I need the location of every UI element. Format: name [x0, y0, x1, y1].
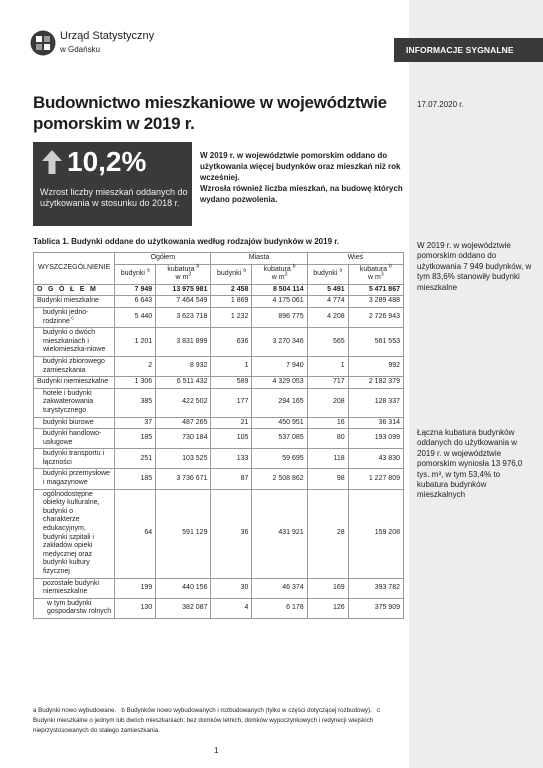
table-cell: 177	[211, 388, 252, 417]
table-cell: 4 175 061	[252, 296, 307, 308]
row-label: ogólnodostępne obiekty kulturalne, budynki o charakterze edukacyjnym, budynki szpitali i zakładów opieki medycznej oraz budynki kultury fizycznej	[34, 489, 115, 578]
table-cell: 385	[115, 388, 156, 417]
table-cell: 30	[211, 578, 252, 598]
sub-header-volume: kubatura $^b$ w $m^3$	[156, 264, 211, 284]
table-cell: 21	[211, 417, 252, 429]
table-cell: 13 975 981	[156, 284, 211, 296]
table-cell: 1 201	[115, 328, 156, 357]
table-cell: 64	[115, 489, 156, 578]
table-cell: 126	[307, 598, 348, 618]
table-cell: 2 726 943	[348, 307, 403, 327]
table-cell: 4 329 053	[252, 377, 307, 389]
footnotes	[33, 706, 403, 736]
table-cell: 193 099	[348, 429, 403, 449]
table-cell: 717	[307, 377, 348, 389]
table-cell: 422 502	[156, 388, 211, 417]
table-cell: 561 553	[348, 328, 403, 357]
table-cell: 36 314	[348, 417, 403, 429]
sub-header-volume: kubatura $^b$ w $m^3$	[252, 264, 307, 284]
row-label: pozostałe budynki niemieszkalne	[34, 578, 115, 598]
table-row	[34, 429, 404, 449]
table-cell: 591 129	[156, 489, 211, 578]
row-label: budynki handlowo-usługowe	[34, 429, 115, 449]
table-cell: 7 940	[252, 356, 307, 376]
kpi-value: 10,2%	[67, 146, 147, 177]
table-cell: 5 440	[115, 307, 156, 327]
table-cell: 4 208	[307, 307, 348, 327]
table-cell: 450 951	[252, 417, 307, 429]
group-header-cities: Miasta	[211, 253, 307, 265]
table-row	[34, 328, 404, 357]
footnote-a: a Budynki nowo wybudowane.	[33, 707, 117, 714]
page-number: 1	[214, 746, 219, 755]
row-label: budynki biurowe	[34, 417, 115, 429]
table-cell: 636	[211, 328, 252, 357]
footnote-c: c Budynki mieszkalne o jednym lub dwóch mieszkaniach; bez domków letnich, domków wypoczynkowych i redynecji wiejskich nieprzystosowanych do stałego zamieszkania.	[33, 707, 381, 734]
table-cell: 105	[211, 429, 252, 449]
table-cell: 185	[115, 429, 156, 449]
sub-header-buildings: budynki $^a$	[115, 264, 156, 284]
right-sidebar-panel	[409, 0, 543, 768]
table-row	[34, 489, 404, 578]
table-row	[34, 598, 404, 618]
table-cell: 118	[307, 449, 348, 469]
table-cell: 537 085	[252, 429, 307, 449]
table-cell: 199	[115, 578, 156, 598]
table-cell: 2 458	[211, 284, 252, 296]
summary-p1: W 2019 r. w województwie pomorskim oddano do użytkowania więcej budynków oraz mieszkań niż rok wcześniej.	[200, 151, 401, 182]
logo-line1: Urząd Statystyczny	[60, 30, 155, 42]
table-row	[34, 449, 404, 469]
table-cell: 8 504 114	[252, 284, 307, 296]
row-label: O G Ó Ł E M	[34, 284, 115, 296]
logo	[30, 30, 154, 56]
table-cell: 36	[211, 489, 252, 578]
table-cell: 5 491	[307, 284, 348, 296]
table-cell: 431 921	[252, 489, 307, 578]
table-row	[34, 307, 404, 327]
side-note-volume: Łączna kubatura budynków oddanych do użytkowania w 2019 r. w województwie pomorskim wyniosła 13 976,0 tys. m³, w tym 53,4% to kubatura budynków mieszkalnych	[417, 428, 523, 500]
sub-header-buildings: budynki $^a$	[211, 264, 252, 284]
table-cell: 251	[115, 449, 156, 469]
table-cell: 730 184	[156, 429, 211, 449]
table-cell: 16	[307, 417, 348, 429]
table-cell: 2 508 862	[252, 469, 307, 489]
table-cell: 6 178	[252, 598, 307, 618]
table-cell: 375 909	[348, 598, 403, 618]
table-cell: 133	[211, 449, 252, 469]
row-label: hotele i budynki zakwaterowania turystycznego	[34, 388, 115, 417]
summary-p2: Wzrosła również liczba mieszkań, na budowę których wydano pozwolenia.	[200, 184, 403, 204]
table-row	[34, 417, 404, 429]
row-label: budynki o dwóch mieszkaniach i wielomieszka-niowe	[34, 328, 115, 357]
side-note-buildings: W 2019 r. w województwie pomorskim oddano do użytkowania 7 949 budynków, w tym 83,6% stanowiły budynki mieszkalne	[417, 241, 532, 292]
table-cell: 440 156	[156, 578, 211, 598]
table-cell: 103 525	[156, 449, 211, 469]
table-cell: 1 306	[115, 377, 156, 389]
table-cell: 3 736 671	[156, 469, 211, 489]
table-cell: 28	[307, 489, 348, 578]
table-cell: 896 775	[252, 307, 307, 327]
table-cell: 1 869	[211, 296, 252, 308]
table-cell: 80	[307, 429, 348, 449]
table-cell: 393 782	[348, 578, 403, 598]
group-header-village: Wieś	[307, 253, 403, 265]
table-row-total	[34, 284, 404, 296]
table-cell: 1 232	[211, 307, 252, 327]
summary-text	[200, 150, 405, 205]
table-title: Tablica 1. Budynki oddane do użytkowania według rodzajów budynków w 2019 r.	[33, 237, 340, 246]
table-cell: 2	[115, 356, 156, 376]
table-cell: 130	[115, 598, 156, 618]
row-label: w tym budynki gospodarstw rolnych	[34, 598, 115, 618]
info-badge: INFORMACJE SYGNALNE	[394, 38, 543, 62]
table-cell: 159 208	[348, 489, 403, 578]
table-row	[34, 377, 404, 389]
table-cell: 98	[307, 469, 348, 489]
table-cell: 4	[211, 598, 252, 618]
table-cell: 37	[115, 417, 156, 429]
table-cell: 2 182 379	[348, 377, 403, 389]
arrow-up-icon	[41, 149, 63, 175]
logo-line2: w Gdańsku	[60, 45, 101, 54]
table-cell: 3 270 346	[252, 328, 307, 357]
table-cell: 1	[211, 356, 252, 376]
table-cell: 992	[348, 356, 403, 376]
table-cell: 8 932	[156, 356, 211, 376]
row-label: budynki jedno-rodzinne $^c$	[34, 307, 115, 327]
table-cell: 6 643	[115, 296, 156, 308]
table-cell: 7 949	[115, 284, 156, 296]
table-cell: 208	[307, 388, 348, 417]
kpi-description: Wzrost liczby mieszkań oddanych do użytkowania w stosunku do 2018 r.	[40, 187, 188, 208]
table-row	[34, 388, 404, 417]
footnote-b: b Budynków nowo wybudowanych i rozbudowanych (tylko w części dotyczącej rozbudowy).	[121, 707, 372, 714]
row-label: budynki przemysłowe i magazynowe	[34, 469, 115, 489]
sub-header-volume: kubatura $^b$ w $m^3$	[348, 264, 403, 284]
table-cell: 128 337	[348, 388, 403, 417]
gus-logo-icon	[30, 30, 56, 56]
table-row	[34, 356, 404, 376]
row-label: budynki zbiorowego zamieszkania	[34, 356, 115, 376]
row-label: budynki transportu i łączności	[34, 449, 115, 469]
table-row	[34, 296, 404, 308]
table-cell: 43 830	[348, 449, 403, 469]
publication-date: 17.07.2020 r.	[417, 100, 464, 109]
table-cell: 1	[307, 356, 348, 376]
page-title: Budownictwo mieszkaniowe w województwie pomorskim w 2019 r.	[33, 93, 387, 133]
row-label: Budynki mieszkalne	[34, 296, 115, 308]
table-cell: 7 464 549	[156, 296, 211, 308]
table-cell: 1 227 809	[348, 469, 403, 489]
row-label: Budynki niemieszkalne	[34, 377, 115, 389]
table-cell: 3 623 718	[156, 307, 211, 327]
table-cell: 4 774	[307, 296, 348, 308]
group-header-total: Ogółem	[115, 253, 211, 265]
table-cell: 46 374	[252, 578, 307, 598]
table-cell: 185	[115, 469, 156, 489]
table-row	[34, 578, 404, 598]
table-cell: 3 831 899	[156, 328, 211, 357]
col-header-main: WYSZCZEGÓLNIENIE	[34, 253, 115, 285]
table-cell: 6 511 432	[156, 377, 211, 389]
table-row	[34, 469, 404, 489]
kpi-box	[33, 142, 192, 226]
table-cell: 382 087	[156, 598, 211, 618]
table-cell: 5 471 867	[348, 284, 403, 296]
table-cell: 87	[211, 469, 252, 489]
table-cell: 294 165	[252, 388, 307, 417]
table-cell: 565	[307, 328, 348, 357]
table-cell: 487 265	[156, 417, 211, 429]
table-cell: 589	[211, 377, 252, 389]
buildings-table	[33, 252, 404, 619]
table-cell: 169	[307, 578, 348, 598]
sub-header-buildings: budynki $^a$	[307, 264, 348, 284]
table-cell: 3 289 488	[348, 296, 403, 308]
table-cell: 59 695	[252, 449, 307, 469]
